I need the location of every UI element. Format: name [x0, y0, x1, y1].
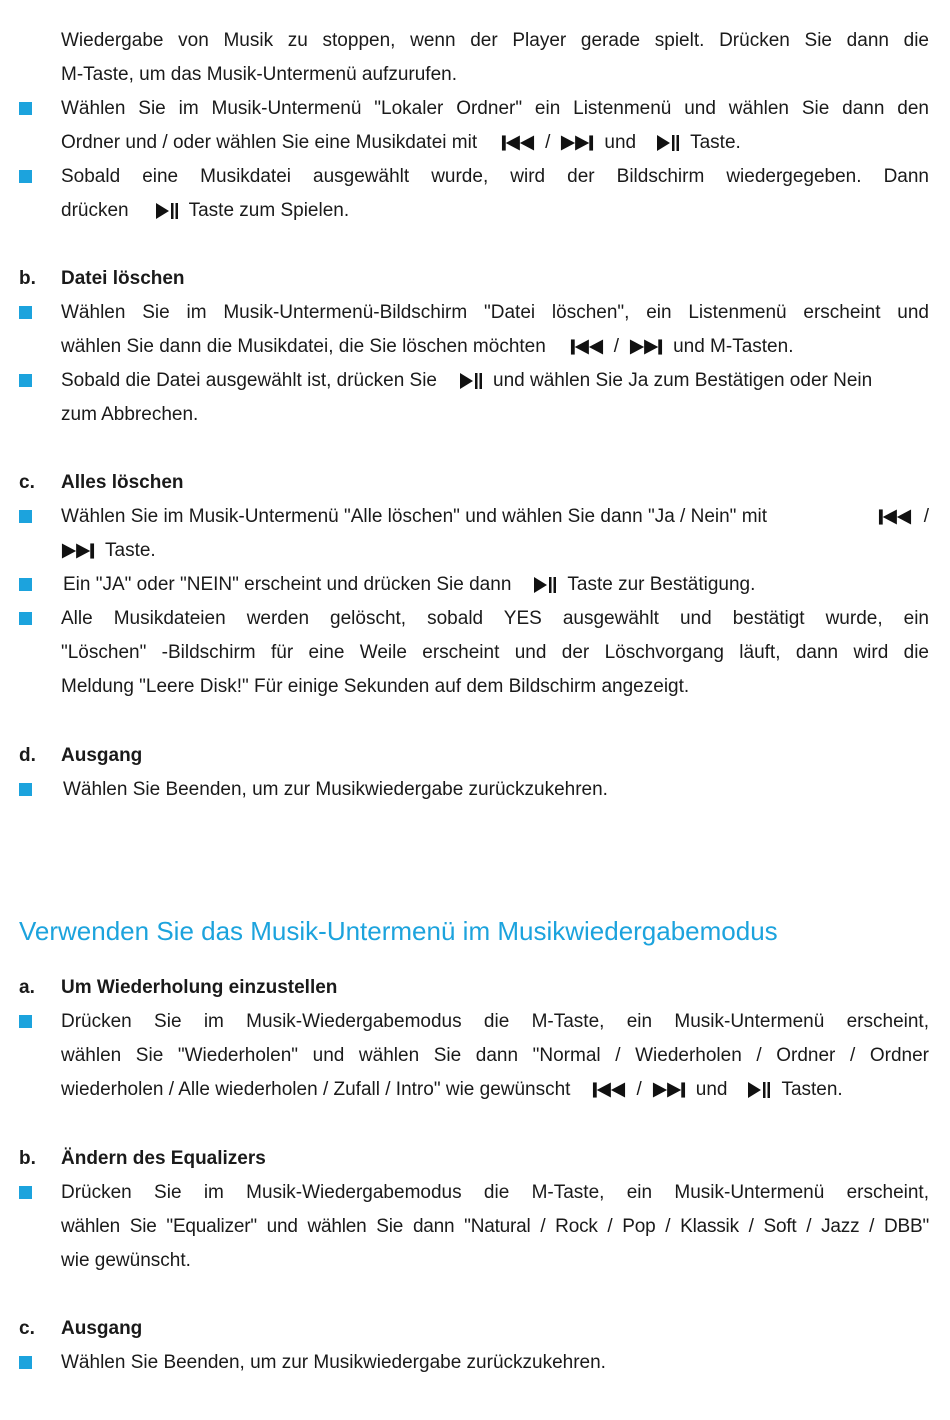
text-fragment: drücken	[61, 200, 129, 221]
text-fragment: Tasten.	[781, 1079, 843, 1100]
paragraph-line	[61, 194, 349, 228]
section-label: b.	[19, 268, 36, 289]
bullet-square-icon	[19, 612, 32, 625]
bullet-square-icon	[19, 1015, 32, 1028]
paragraph-line: wie gewünscht.	[61, 1250, 191, 1271]
paragraph-line	[61, 500, 929, 534]
text-fragment: wählen Sie dann die Musikdatei, die Sie löschen möchten	[61, 336, 546, 357]
bullet-square-icon	[19, 783, 32, 796]
text-fragment: Taste zur Bestätigung.	[567, 574, 756, 595]
next-track-icon	[61, 541, 95, 561]
text-fragment: und M-Tasten.	[673, 336, 794, 357]
section-title: Verwenden Sie das Musik-Untermenü im Musikwiedergabemodus	[19, 916, 778, 946]
text-fragment: Sobald die Datei ausgewählt ist, drücken Sie	[61, 370, 438, 391]
paragraph-line	[61, 1073, 843, 1107]
section-label: d.	[19, 745, 36, 766]
text-fragment: und	[604, 132, 637, 153]
bullet-square-icon	[19, 170, 32, 183]
text-fragment: Wählen Sie im Musik-Untermenü "Alle löschen" und wählen Sie dann "Ja / Nein" mit	[61, 506, 768, 527]
paragraph-line: Sobald eine Musikdatei ausgewählt wurde, wird der Bildschirm wiedergegeben. Dann	[61, 166, 929, 187]
section-label: c.	[19, 472, 35, 493]
play-pause-icon	[656, 133, 680, 153]
paragraph-line: wählen Sie "Equalizer" und wählen Sie dann "Natural / Rock / Pop / Klassik / Soft / Jazz / DBB"	[61, 1216, 929, 1237]
section-heading: Ausgang	[61, 745, 143, 766]
text-fragment: und	[695, 1079, 728, 1100]
next-track-icon	[560, 133, 594, 153]
section-heading: Datei löschen	[61, 268, 185, 289]
paragraph-line: Meldung "Leere Disk!" Für einige Sekunden auf dem Bildschirm angezeigt.	[61, 676, 690, 697]
section-label: c.	[19, 1318, 35, 1339]
paragraph-line	[61, 126, 741, 160]
paragraph-line: Wählen Sie im Musik-Untermenü-Bildschirm "Datei löschen", ein Listenmenü erscheint und	[61, 302, 929, 323]
section-heading: Um Wiederholung einzustellen	[61, 977, 338, 998]
bullet-square-icon	[19, 510, 32, 523]
text-fragment: Ein "JA" oder "NEIN" erscheint und drücken Sie dann	[63, 574, 512, 595]
next-track-icon	[652, 1080, 686, 1100]
paragraph-line	[63, 568, 755, 602]
paragraph-line: wählen Sie "Wiederholen" und wählen Sie dann "Normal / Wiederholen / Ordner / Ordner	[61, 1045, 929, 1066]
play-pause-icon	[747, 1080, 771, 1100]
line-end-group	[868, 500, 929, 534]
text-fragment: Taste.	[105, 540, 156, 561]
text-fragment: Taste zum Spielen.	[188, 200, 350, 221]
paragraph-line: zum Abbrechen.	[61, 404, 199, 425]
previous-track-icon	[592, 1080, 626, 1100]
text-fragment: /	[923, 506, 929, 527]
section-label: a.	[19, 977, 35, 998]
bullet-square-icon	[19, 1356, 32, 1369]
next-track-icon	[629, 337, 663, 357]
paragraph-line: Drücken Sie im Musik-Wiedergabemodus die M-Taste, ein Musik-Untermenü erscheint,	[61, 1182, 929, 1203]
section-label: b.	[19, 1148, 36, 1169]
section-heading: Ändern des Equalizers	[61, 1148, 266, 1169]
bullet-square-icon	[19, 374, 32, 387]
paragraph-line: Wählen Sie im Musik-Untermenü "Lokaler Ordner" ein Listenmenü und wählen Sie dann den	[61, 98, 929, 119]
text-fragment: /	[636, 1079, 642, 1100]
bullet-square-icon	[19, 102, 32, 115]
text-fragment: /	[613, 336, 620, 357]
paragraph-line: Wiedergabe von Musik zu stoppen, wenn der Player gerade spielt. Drücken Sie dann die	[61, 30, 929, 51]
paragraph-line: "Löschen" -Bildschirm für eine Weile erscheint und der Löschvorgang läuft, dann wird die	[61, 642, 929, 663]
text-fragment: /	[545, 132, 551, 153]
paragraph-line: Wählen Sie Beenden, um zur Musikwiedergabe zurückzukehren.	[61, 1352, 606, 1373]
bullet-square-icon	[19, 578, 32, 591]
text-fragment: wiederholen / Alle wiederholen / Zufall / Intro" wie gewünscht	[61, 1079, 571, 1100]
previous-track-icon	[570, 337, 604, 357]
paragraph-line: Drücken Sie im Musik-Wiedergabemodus die M-Taste, ein Musik-Untermenü erscheint,	[61, 1011, 929, 1032]
bullet-square-icon	[19, 1186, 32, 1199]
section-heading: Ausgang	[61, 1318, 143, 1339]
paragraph-line: M-Taste, um das Musik-Untermenü aufzurufen.	[61, 64, 457, 85]
bullet-square-icon	[19, 306, 32, 319]
paragraph-line: Wählen Sie Beenden, um zur Musikwiedergabe zurückzukehren.	[63, 779, 608, 800]
previous-track-icon	[501, 133, 535, 153]
play-pause-icon	[155, 201, 179, 221]
play-pause-icon	[459, 371, 483, 391]
text-fragment: Ordner und / oder wählen Sie eine Musikdatei mit	[61, 132, 478, 153]
text-fragment: und wählen Sie Ja zum Bestätigen oder Nein	[493, 370, 873, 391]
previous-track-icon	[878, 507, 912, 527]
section-heading: Alles löschen	[61, 472, 184, 493]
paragraph-line	[61, 534, 156, 568]
paragraph-line	[61, 364, 872, 398]
text-fragment: Taste.	[690, 132, 741, 153]
paragraph-line	[61, 330, 793, 364]
paragraph-line: Alle Musikdateien werden gelöscht, sobald YES ausgewählt und bestätigt wurde, ein	[61, 608, 929, 629]
play-pause-icon	[533, 575, 557, 595]
